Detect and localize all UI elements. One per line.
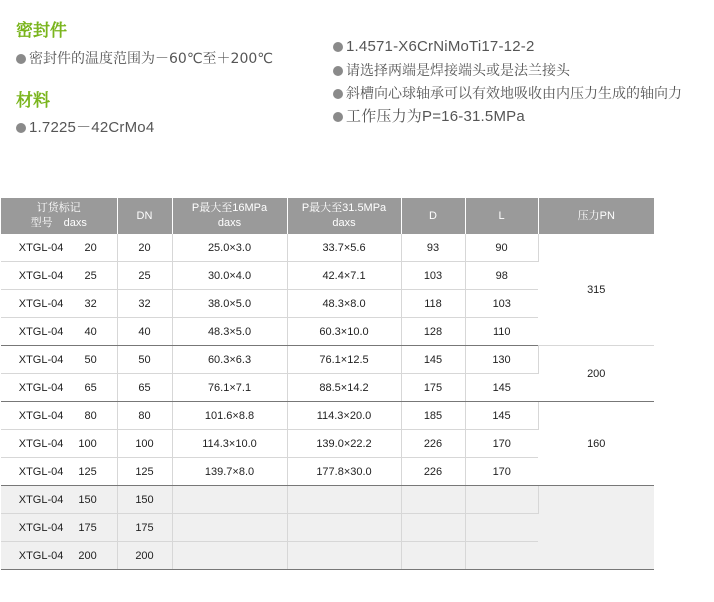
- d-cell: 226: [401, 430, 465, 458]
- p315-cell: 114.3×20.0: [287, 402, 401, 430]
- note-bullet-3: [333, 85, 682, 103]
- d-cell: 185: [401, 402, 465, 430]
- d-cell: 226: [401, 458, 465, 486]
- note-text: 斜槽向心球轴承可以有效地吸收由内压力生成的轴向力: [346, 86, 682, 102]
- pressure-cell: [538, 486, 654, 570]
- header-p315: P最大至31.5MPa daxs: [287, 198, 401, 234]
- material-bullet: [16, 119, 154, 137]
- model-cell: XTGL-04 32: [1, 290, 117, 318]
- l-cell: 90: [465, 234, 538, 262]
- d-cell: [401, 514, 465, 542]
- l-cell: [465, 486, 538, 514]
- p16-cell: [172, 514, 287, 542]
- note-bullet-1: [333, 38, 535, 56]
- d-cell: 118: [401, 290, 465, 318]
- bullet-dot-icon: [333, 66, 343, 76]
- dn-cell: 50: [117, 346, 172, 374]
- note-text: 1.4571-X6CrNiMoTi17-12-2: [346, 38, 535, 55]
- table-row: [1, 346, 654, 374]
- seal-temp-bullet: [16, 50, 273, 68]
- model-cell: XTGL-04 125: [1, 458, 117, 486]
- l-cell: [465, 514, 538, 542]
- l-cell: 145: [465, 374, 538, 402]
- p16-cell: 101.6×8.8: [172, 402, 287, 430]
- l-cell: [465, 542, 538, 570]
- p315-cell: 33.7×5.6: [287, 234, 401, 262]
- p315-cell: 76.1×12.5: [287, 346, 401, 374]
- d-cell: [401, 486, 465, 514]
- p315-cell: 139.0×22.2: [287, 430, 401, 458]
- note-bullet-4: [333, 108, 525, 126]
- d-cell: 93: [401, 234, 465, 262]
- model-cell: XTGL-04 175: [1, 514, 117, 542]
- model-cell: XTGL-04 50: [1, 346, 117, 374]
- dn-cell: 100: [117, 430, 172, 458]
- seal-heading: 密封件: [16, 21, 67, 41]
- p16-cell: 139.7×8.0: [172, 458, 287, 486]
- p16-cell: 25.0×3.0: [172, 234, 287, 262]
- header-p16: P最大至16MPa daxs: [172, 198, 287, 234]
- l-cell: 130: [465, 346, 538, 374]
- d-cell: 175: [401, 374, 465, 402]
- p16-cell: [172, 486, 287, 514]
- header-pressure: 压力PN: [538, 198, 654, 234]
- p315-cell: [287, 514, 401, 542]
- dn-cell: 175: [117, 514, 172, 542]
- material-heading: 材料: [16, 91, 50, 111]
- p16-cell: 38.0×5.0: [172, 290, 287, 318]
- bullet-dot-icon: [16, 123, 26, 133]
- note-text: 工作压力为P=16-31.5MPa: [346, 108, 525, 125]
- d-cell: 145: [401, 346, 465, 374]
- header-d: D: [401, 198, 465, 234]
- model-cell: XTGL-04 20: [1, 234, 117, 262]
- dn-cell: 80: [117, 402, 172, 430]
- pressure-cell: 160: [538, 402, 654, 486]
- p16-cell: 48.3×5.0: [172, 318, 287, 346]
- p315-cell: 60.3×10.0: [287, 318, 401, 346]
- header-dn: DN: [117, 198, 172, 234]
- model-cell: XTGL-04 100: [1, 430, 117, 458]
- table-row: [1, 486, 654, 514]
- p16-cell: 76.1×7.1: [172, 374, 287, 402]
- material-text: 1.7225－42CrMo4: [29, 119, 155, 136]
- header-l: L: [465, 198, 538, 234]
- pressure-cell: 200: [538, 346, 654, 402]
- p315-cell: [287, 486, 401, 514]
- p315-cell: 88.5×14.2: [287, 374, 401, 402]
- d-cell: 103: [401, 262, 465, 290]
- p315-cell: 177.8×30.0: [287, 458, 401, 486]
- l-cell: 103: [465, 290, 538, 318]
- note-bullet-2: [333, 62, 570, 80]
- dn-cell: 25: [117, 262, 172, 290]
- bullet-dot-icon: [333, 89, 343, 99]
- l-cell: 98: [465, 262, 538, 290]
- dn-cell: 20: [117, 234, 172, 262]
- model-cell: XTGL-04 40: [1, 318, 117, 346]
- l-cell: 145: [465, 402, 538, 430]
- spec-table: [1, 198, 654, 570]
- table-header-row: [1, 198, 654, 234]
- pressure-cell: 315: [538, 234, 654, 346]
- l-cell: 170: [465, 458, 538, 486]
- model-cell: XTGL-04 150: [1, 486, 117, 514]
- p315-cell: 42.4×7.1: [287, 262, 401, 290]
- p315-cell: 48.3×8.0: [287, 290, 401, 318]
- l-cell: 170: [465, 430, 538, 458]
- dn-cell: 150: [117, 486, 172, 514]
- table-row: [1, 402, 654, 430]
- dn-cell: 65: [117, 374, 172, 402]
- p16-cell: [172, 542, 287, 570]
- bullet-dot-icon: [16, 54, 26, 64]
- note-text: 请选择两端是焊接端头或是法兰接头: [346, 63, 570, 79]
- model-cell: XTGL-04 65: [1, 374, 117, 402]
- dn-cell: 40: [117, 318, 172, 346]
- bullet-dot-icon: [333, 112, 343, 122]
- model-cell: XTGL-04 200: [1, 542, 117, 570]
- p16-cell: 114.3×10.0: [172, 430, 287, 458]
- p16-cell: 60.3×6.3: [172, 346, 287, 374]
- header-order-mark: 订货标记 型号 daxs: [1, 198, 117, 234]
- p16-cell: 30.0×4.0: [172, 262, 287, 290]
- dn-cell: 200: [117, 542, 172, 570]
- seal-temp-text: 密封件的温度范围为－60℃至＋200℃: [29, 51, 273, 67]
- d-cell: [401, 542, 465, 570]
- dn-cell: 125: [117, 458, 172, 486]
- p315-cell: [287, 542, 401, 570]
- model-cell: XTGL-04 25: [1, 262, 117, 290]
- dn-cell: 32: [117, 290, 172, 318]
- l-cell: 110: [465, 318, 538, 346]
- table-row: [1, 234, 654, 262]
- model-cell: XTGL-04 80: [1, 402, 117, 430]
- bullet-dot-icon: [333, 42, 343, 52]
- d-cell: 128: [401, 318, 465, 346]
